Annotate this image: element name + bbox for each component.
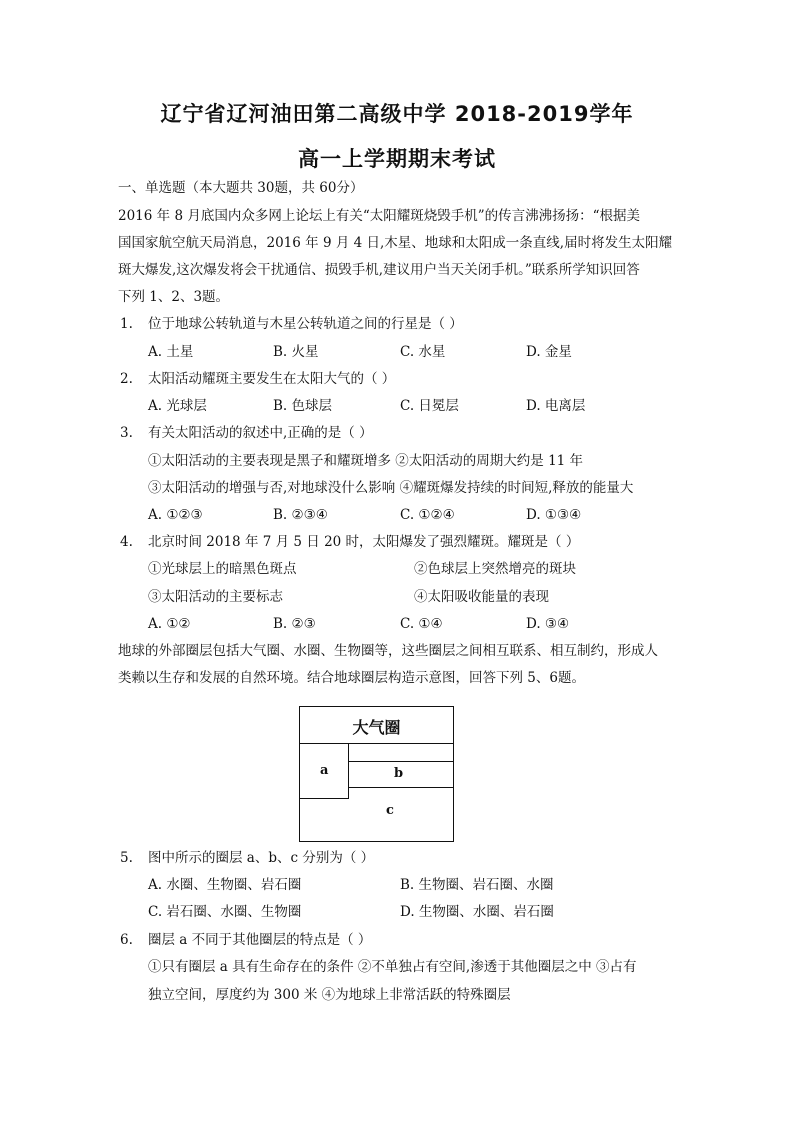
sphere-a-label: a	[320, 763, 329, 778]
option-a: A. 土星	[148, 344, 194, 360]
option-c: C. ①④	[400, 616, 443, 632]
question-number: 3.	[120, 425, 133, 441]
statement-1: ①光球层上的暗黑色斑点	[148, 561, 297, 577]
earth-spheres-diagram	[299, 706, 454, 842]
option-a: A. 光球层	[148, 398, 207, 414]
intro-line: 斑大爆发,这次爆发将会干扰通信、损毁手机,建议用户当天关闭手机。”联系所学知识回答	[118, 262, 640, 278]
question-text: 太阳活动耀斑主要发生在太阳大气的（ ）	[148, 371, 396, 387]
intro-line: 类赖以生存和发展的自然环境。结合地球圈层构造示意图，回答下列 5、6题。	[118, 670, 585, 686]
question-text: 北京时间 2018 年 7 月 5 日 20 时，太阳爆发了强烈耀斑。耀斑是（ ）	[148, 534, 580, 550]
statement-3: ③太阳活动的主要标志	[148, 589, 283, 605]
sphere-c-label: c	[386, 803, 394, 818]
exam-title-line2: 高一上学期期末考试	[298, 147, 496, 171]
option-d: D. ①③④	[526, 507, 582, 523]
question-number: 1.	[120, 316, 133, 332]
option-b: B. ②③④	[273, 507, 328, 523]
sphere-b-label: b	[394, 766, 404, 781]
option-c: C. 日冕层	[400, 398, 459, 414]
option-d: D. 电离层	[526, 398, 586, 414]
option-c: C. 水星	[400, 344, 446, 360]
question-text: 图中所示的圈层 a、b、c 分别为（ ）	[148, 850, 375, 866]
divider	[349, 761, 453, 762]
option-a: A. 水圈、生物圈、岩石圈	[148, 877, 302, 893]
divider	[349, 787, 453, 788]
question-text: 位于地球公转轨道与木星公转轨道之间的行星是（ ）	[148, 316, 463, 332]
option-a: A. ①②	[148, 616, 191, 632]
option-b: B. 火星	[273, 344, 319, 360]
question-number: 6.	[120, 932, 133, 948]
option-b: B. ②③	[273, 616, 316, 632]
statement-line: ①太阳活动的主要表现是黑子和耀斑增多 ②太阳活动的周期大约是 11 年	[148, 453, 584, 469]
statement-line: ③太阳活动的增强与否,对地球没什么影响 ④耀斑爆发持续的时间短,释放的能量大	[148, 480, 634, 496]
option-c: C. ①②④	[400, 507, 455, 523]
statement-2: ②色球层上突然增亮的斑块	[414, 561, 576, 577]
option-d: D. 金星	[526, 344, 572, 360]
question-number: 4.	[120, 534, 133, 550]
intro-line: 国国家航空航天局消息，2016 年 9 月 4 日,木星、地球和太阳成一条直线,届时将发生太阳耀	[118, 235, 673, 251]
question-number: 5.	[120, 850, 133, 866]
statement-4: ④太阳吸收能量的表现	[414, 589, 549, 605]
option-d: D. ③④	[526, 616, 570, 632]
option-a: A. ①②③	[148, 507, 203, 523]
option-c: C. 岩石圈、水圈、生物圈	[148, 904, 302, 920]
option-b: B. 生物圈、岩石圈、水圈	[400, 877, 554, 893]
question-text: 圈层 a 不同于其他圈层的特点是（ ）	[148, 932, 372, 948]
statement-line: ①只有圈层 a 具有生命存在的条件 ②不单独占有空间,渗透于其他圈层之中 ③占有	[148, 959, 637, 975]
option-d: D. 生物圈、水圈、岩石圈	[400, 904, 554, 920]
intro-line: 地球的外部圈层包括大气圈、水圈、生物圈等，这些圈层之间相互联系、相互制约，形成人	[118, 643, 658, 659]
exam-title-line1: 辽宁省辽河油田第二高级中学 2018-2019学年	[160, 102, 634, 126]
question-text: 有关太阳活动的叙述中,正确的是（ ）	[148, 425, 373, 441]
intro-line: 下列 1、2、3题。	[118, 289, 230, 305]
atmosphere-label: 大气圈	[352, 718, 401, 737]
question-number: 2.	[120, 371, 133, 387]
intro-line: 2016 年 8 月底国内众多网上论坛上有关“太阳耀斑烧毁手机”的传言沸沸扬扬：“根据美	[118, 208, 641, 224]
statement-line: 独立空间，厚度约为 300 米 ④为地球上非常活跃的特殊圈层	[148, 987, 511, 1003]
option-b: B. 色球层	[273, 398, 333, 414]
section-heading: 一、单选题（本大题共 30题，共 60分）	[118, 180, 364, 196]
